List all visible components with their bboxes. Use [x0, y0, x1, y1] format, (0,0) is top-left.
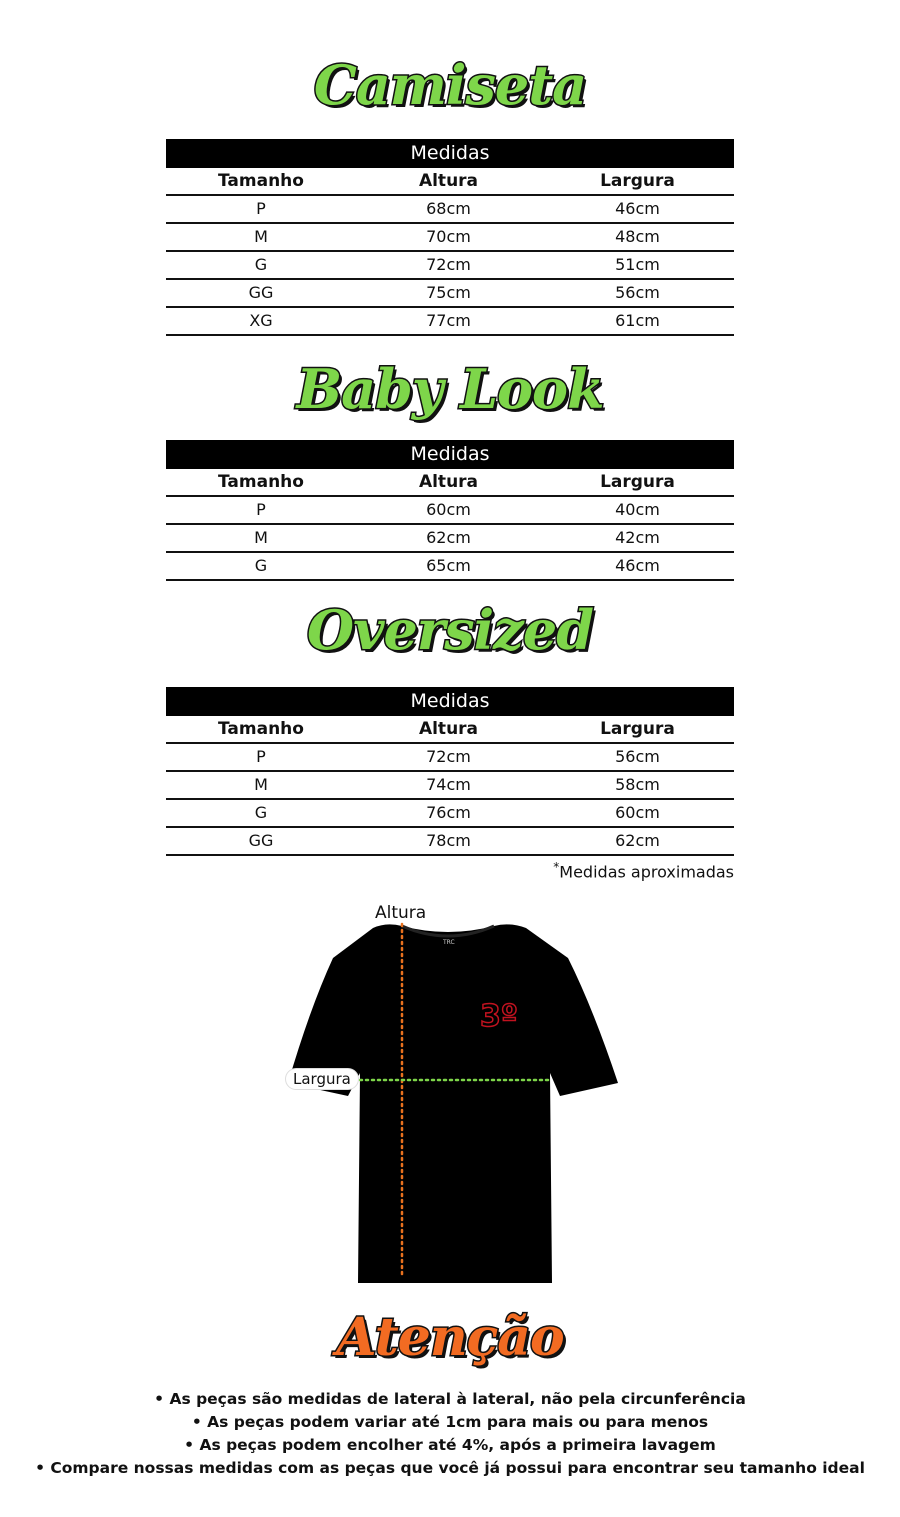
- width-cell: 61cm: [615, 311, 660, 330]
- width-cell: 60cm: [615, 803, 660, 822]
- column-header-altura: Altura: [418, 719, 479, 739]
- column-header-tamanho: Tamanho: [218, 472, 304, 492]
- height-cell: 60cm: [426, 500, 471, 519]
- section-title-baby-look: Baby Look: [296, 357, 604, 421]
- height-cell: 75cm: [426, 283, 471, 302]
- table-header: Medidas: [166, 687, 734, 716]
- size-cell: M: [254, 775, 268, 794]
- section-title-camiseta: Camiseta: [313, 53, 587, 117]
- attention-item: • Compare nossas medidas com as peças que você já possui para encontrar seu tamanho ideal: [35, 1459, 865, 1477]
- table-row: [166, 800, 734, 828]
- height-cell: 70cm: [426, 227, 471, 246]
- approximate-measures-note: [553, 860, 734, 881]
- tshirt-icon: [288, 924, 618, 1283]
- height-cell: 62cm: [426, 528, 471, 547]
- table-row: [166, 525, 734, 553]
- table-column-headers: [166, 469, 734, 497]
- table-row: [166, 308, 734, 336]
- note-asterisk: *: [553, 860, 560, 874]
- table-header: Medidas: [166, 139, 734, 168]
- table-row: [166, 497, 734, 525]
- height-cell: 76cm: [426, 803, 471, 822]
- width-cell: 51cm: [615, 255, 660, 274]
- height-cell: 72cm: [426, 747, 471, 766]
- height-cell: 77cm: [426, 311, 471, 330]
- note-text: Medidas aproximadas: [559, 862, 734, 882]
- width-cell: 56cm: [615, 283, 660, 302]
- height-cell: 68cm: [426, 199, 471, 218]
- width-cell: 48cm: [615, 227, 660, 246]
- width-cell: 62cm: [615, 831, 660, 850]
- width-cell: 42cm: [615, 528, 660, 547]
- column-header-altura: Altura: [418, 472, 479, 492]
- altura-label: Altura: [375, 903, 427, 923]
- chest-print-icon: 3º: [480, 999, 518, 1034]
- size-cell: XG: [249, 311, 273, 330]
- size-cell: M: [254, 528, 268, 547]
- width-cell: 46cm: [615, 199, 660, 218]
- table-row: [166, 553, 734, 581]
- size-table-camiseta: [166, 139, 734, 336]
- size-cell: P: [256, 500, 266, 519]
- section-title-oversized: Oversized: [307, 598, 593, 662]
- size-cell: M: [254, 227, 268, 246]
- column-header-tamanho: Tamanho: [218, 171, 304, 191]
- size-cell: P: [256, 199, 266, 218]
- table-row: [166, 196, 734, 224]
- table-column-headers: [166, 716, 734, 744]
- table-header: Medidas: [166, 440, 734, 469]
- column-header-largura: Largura: [600, 472, 675, 492]
- largura-label: Largura: [286, 1069, 358, 1089]
- table-row: [166, 224, 734, 252]
- table-row: [166, 252, 734, 280]
- table-row: [166, 828, 734, 856]
- width-cell: 58cm: [615, 775, 660, 794]
- size-cell: G: [254, 803, 268, 822]
- attention-item: • As peças podem variar até 1cm para mais ou para menos: [191, 1413, 709, 1431]
- column-header-largura: Largura: [600, 171, 675, 191]
- table-row: [166, 772, 734, 800]
- size-cell: G: [254, 255, 268, 274]
- column-header-largura: Largura: [600, 719, 675, 739]
- height-cell: 65cm: [426, 556, 471, 575]
- size-table-baby-look: [166, 440, 734, 581]
- table-row: [166, 280, 734, 308]
- column-header-altura: Altura: [418, 171, 479, 191]
- shirt-tag: TRC: [443, 939, 455, 946]
- attention-item: • As peças são medidas de lateral à lateral, não pela circunferência: [154, 1390, 746, 1408]
- size-cell: GG: [248, 283, 274, 302]
- table-column-headers: [166, 168, 734, 196]
- size-table-oversized: [166, 687, 734, 856]
- column-header-tamanho: Tamanho: [218, 719, 304, 739]
- width-cell: 56cm: [615, 747, 660, 766]
- size-cell: GG: [248, 831, 274, 850]
- tshirt-measurement-diagram: [278, 898, 623, 1290]
- size-cell: P: [256, 747, 266, 766]
- attention-title: Atenção: [336, 1307, 564, 1368]
- attention-item: • As peças podem encolher até 4%, após a primeira lavagem: [184, 1436, 716, 1454]
- size-cell: G: [254, 556, 268, 575]
- height-cell: 74cm: [426, 775, 471, 794]
- height-cell: 78cm: [426, 831, 471, 850]
- table-row: [166, 744, 734, 772]
- width-cell: 40cm: [615, 500, 660, 519]
- height-cell: 72cm: [426, 255, 471, 274]
- width-cell: 46cm: [615, 556, 660, 575]
